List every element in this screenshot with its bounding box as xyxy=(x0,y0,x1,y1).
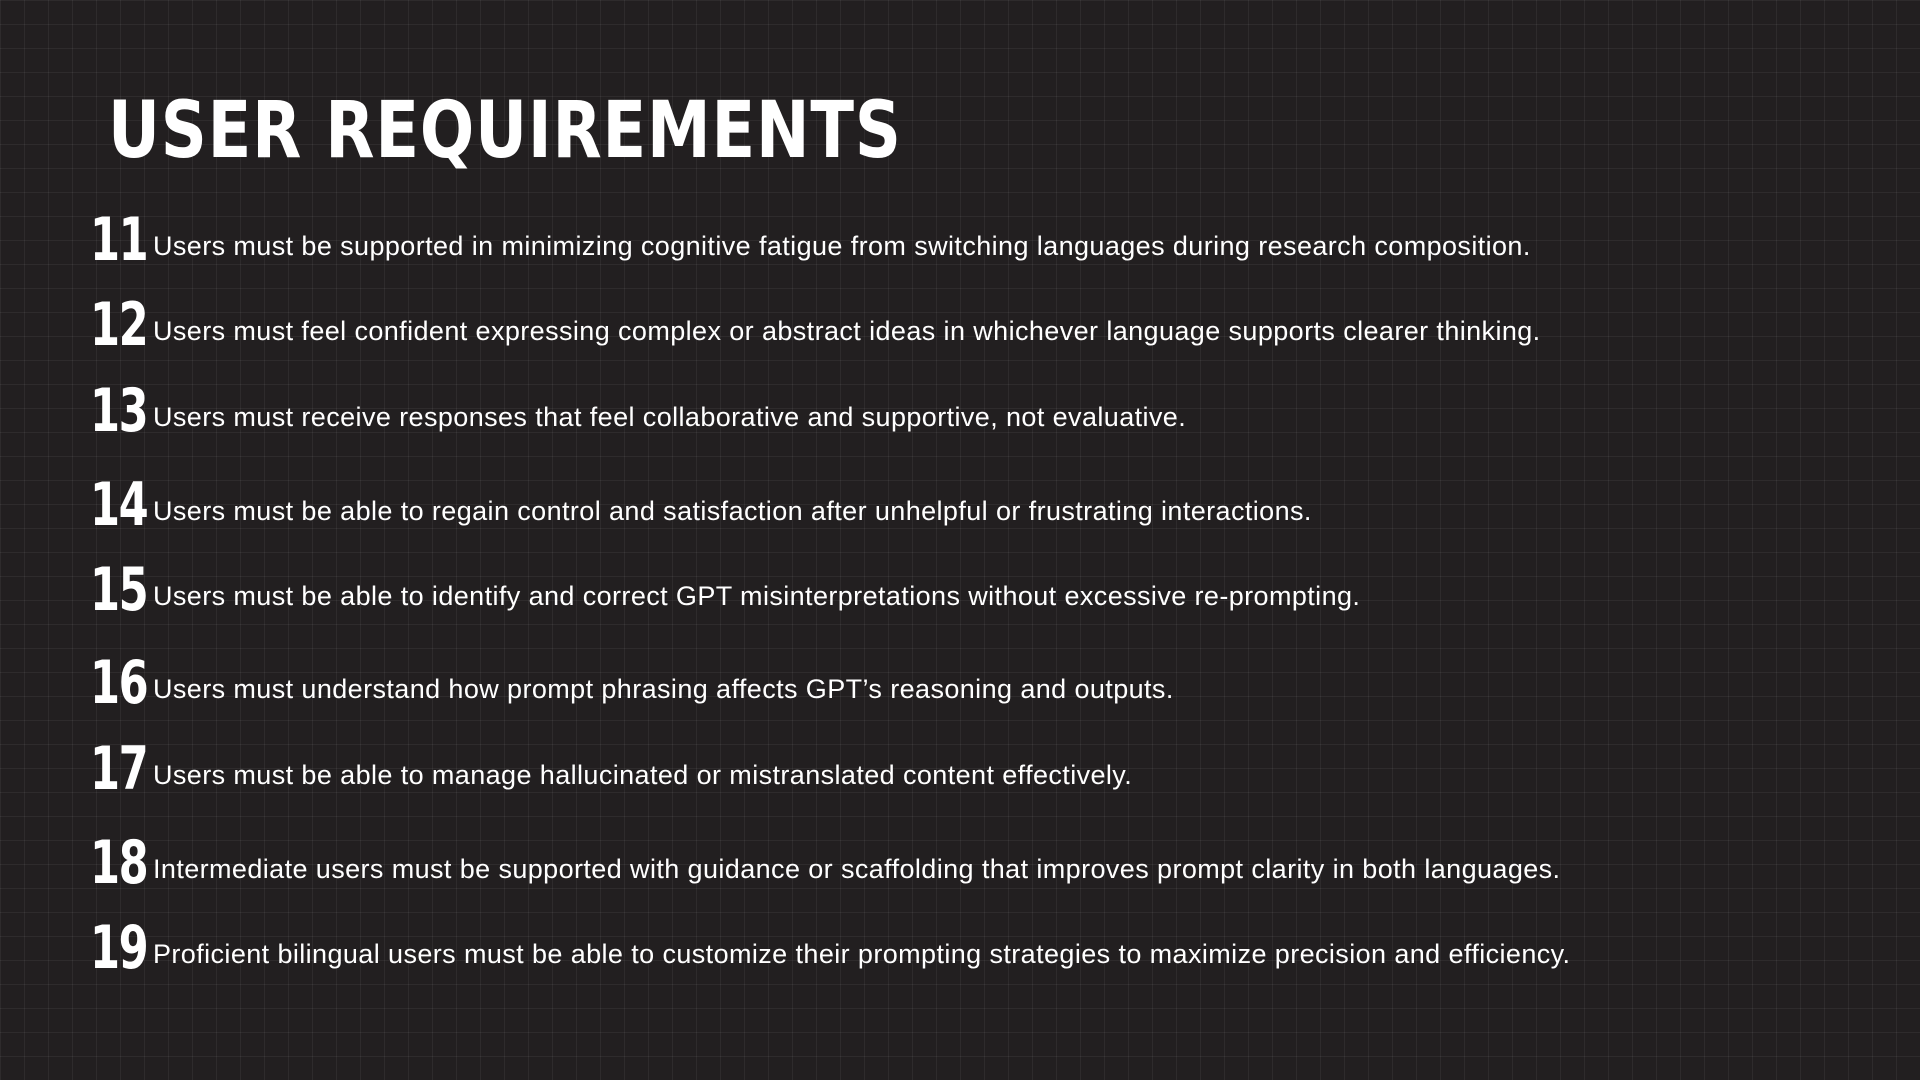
requirement-text: Users must feel confident expressing complex or abstract ideas in whichever language supports clearer thinking. xyxy=(153,316,1541,346)
requirement-text: Users must be able to identify and correct GPT misinterpretations without excessive re-prompting. xyxy=(153,581,1361,611)
requirement-number: 13 xyxy=(90,376,148,446)
requirement-number: 18 xyxy=(90,828,148,898)
requirement-item xyxy=(90,648,1870,723)
requirement-number: 19 xyxy=(90,913,148,983)
requirement-text: Users must receive responses that feel collaborative and supportive, not evaluative. xyxy=(153,402,1187,432)
requirement-number: 12 xyxy=(90,290,148,360)
requirement-text: Users must understand how prompt phrasing affects GPT’s reasoning and outputs. xyxy=(153,674,1174,704)
requirement-item xyxy=(90,290,1870,365)
requirement-number: 14 xyxy=(90,470,148,540)
requirement-text: Intermediate users must be supported with guidance or scaffolding that improves prompt clarity in both languages. xyxy=(153,854,1561,884)
requirement-item xyxy=(90,470,1870,545)
requirement-item xyxy=(90,376,1870,451)
page-title: USER REQUIREMENTS xyxy=(108,86,902,176)
requirement-item xyxy=(90,205,1870,280)
requirement-item xyxy=(90,828,1870,903)
requirement-text: Users must be supported in minimizing cognitive fatigue from switching languages during research composition. xyxy=(153,231,1531,261)
requirement-item xyxy=(90,734,1870,809)
requirement-number: 16 xyxy=(90,648,148,718)
requirement-text: Proficient bilingual users must be able to customize their prompting strategies to maximize precision and efficiency. xyxy=(153,939,1571,969)
requirement-number: 15 xyxy=(90,555,148,625)
requirement-item xyxy=(90,913,1870,988)
requirement-number: 11 xyxy=(90,205,148,275)
requirement-text: Users must be able to regain control and satisfaction after unhelpful or frustrating interactions. xyxy=(153,496,1312,526)
requirement-number: 17 xyxy=(90,734,148,804)
requirement-item xyxy=(90,555,1870,630)
requirement-text: Users must be able to manage hallucinated or mistranslated content effectively. xyxy=(153,760,1133,790)
